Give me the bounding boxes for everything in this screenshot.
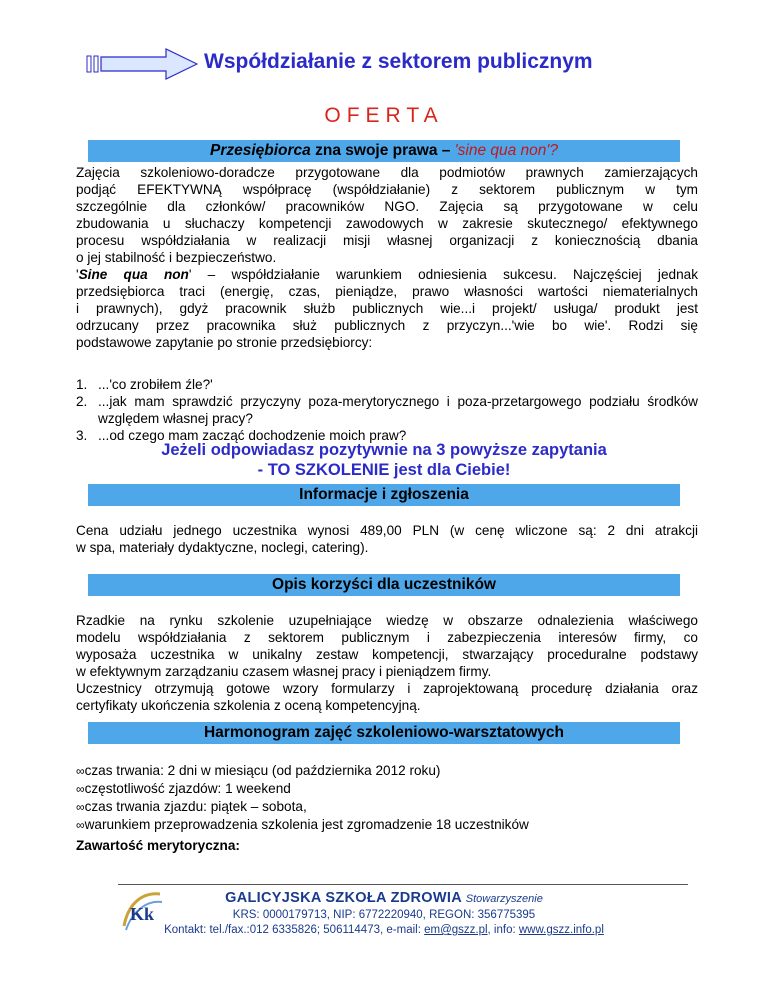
text-line: przedsiębiorca traci (energię, czas, pieniądze, prawo własności wartości niematerialnych xyxy=(76,284,698,299)
text-line: certyfikaty ukończenia szkolenia z oceną kompetencyjną. xyxy=(76,698,421,713)
contact-text: Kontakt: tel./fax.:012 6335826; 506114473, e-mail: xyxy=(164,924,425,936)
contact-text: , info: xyxy=(487,924,519,936)
list-item xyxy=(76,393,698,427)
item-text: ...'co zrobiłem źle?' xyxy=(98,377,213,392)
band-text-part3: 'sine qua non'? xyxy=(454,142,558,159)
item-number: 1. xyxy=(76,377,88,392)
text-line: wyposaża uczestnika w unikalny zestaw kompetencji, stwarzający proceduralne podstawy xyxy=(76,647,698,662)
footer-divider xyxy=(118,884,688,885)
schedule-list xyxy=(76,762,529,834)
content-heading: Zawartość merytoryczna: xyxy=(76,838,240,853)
footer-organization xyxy=(0,890,768,906)
infinity-bullet-icon: ∞ xyxy=(76,818,85,832)
footer-registry: KRS: 0000179713, NIP: 6772220940, REGON: 356775395 xyxy=(232,909,536,921)
infinity-bullet-icon: ∞ xyxy=(76,782,85,796)
section-band-info: Informacje i zgłoszenia xyxy=(88,484,680,506)
text-line: w spa, materiały dydaktyczne, noclegi, catering). xyxy=(76,540,369,555)
text-line: Cena udziału jednego uczestnika wynosi 489,00 PLN (w cenę wliczone są: 2 dni atrakcji xyxy=(76,523,698,538)
item-number: 3. xyxy=(76,428,88,443)
text-line: podstawowe zapytanie po stronie przedsiębiorcy: xyxy=(76,335,373,350)
band-text-part1: Przesiębiorca xyxy=(210,142,311,159)
list-item xyxy=(76,780,529,798)
text-line: o jej stabilność i bezpieczeństwo. xyxy=(76,250,277,265)
infinity-bullet-icon: ∞ xyxy=(76,800,85,814)
text-line: zbudowania u słuchaczy kompetencji zawodowych w zakresie skutecznego/ efektywnego xyxy=(76,216,698,231)
text-line: modelu współdziałania z sektorem publicznym i zabezpieczenia interesów firmy, co xyxy=(76,630,698,645)
item-number: 2. xyxy=(76,394,88,409)
organization-name: GALICYJSKA SZKOŁA ZDROWIA xyxy=(225,890,462,906)
band-text-part2: zna swoje prawa – xyxy=(310,142,455,159)
item-text: warunkiem przeprowadzenia szkolenia jest zgromadzenie 18 uczestników xyxy=(84,817,529,832)
text-line: i prawnych), gdyż pracownik służb publicznych wie...i projekt/ usługa/ produkt jest xyxy=(76,301,698,316)
text-line: szczególnie dla członków/ pracowników NGO. Zajęcia są przygotowane w celu xyxy=(76,199,698,214)
page-title: Współdziałanie z sektorem publicznym xyxy=(204,50,593,73)
item-text: częstotliwość zjazdów: 1 weekend xyxy=(84,781,291,796)
website-link[interactable]: www.gszz.info.pl xyxy=(518,924,604,936)
list-item xyxy=(76,798,529,816)
benefits-paragraph xyxy=(76,612,698,714)
section-band-schedule: Harmonogram zajęć szkoleniowo-warsztatowych xyxy=(88,722,680,744)
price-paragraph xyxy=(76,522,698,556)
item-text: czas trwania zjazdu: piątek – sobota, xyxy=(84,799,307,814)
text-line: procesu współdziałania w realizacji misji własnej organizacji z koniecznością dbania xyxy=(76,233,698,248)
sine-qua-non-term: Sine qua non xyxy=(78,267,189,282)
arrow-icon xyxy=(86,48,198,80)
item-text: czas trwania: 2 dni w miesiącu (od października 2012 roku) xyxy=(84,763,441,778)
offer-heading: OFERTA xyxy=(324,104,444,127)
text-line: Rzadkie na rynku szkolenie uzupełniające wiedzę w obszarze odnalezienia właściwego xyxy=(76,613,698,628)
email-link[interactable]: em@gszz.pl xyxy=(424,924,488,936)
intro-paragraph xyxy=(76,164,698,351)
infinity-bullet-icon: ∞ xyxy=(76,764,85,778)
text-line: Uczestnicy otrzymują gotowe wzory formularzy i zaprojektowaną procedurę działania oraz xyxy=(76,681,698,696)
list-item xyxy=(76,376,698,393)
question-list xyxy=(76,376,698,444)
cta-line: Jeżeli odpowiadasz pozytywnie na 3 powyższe zapytania xyxy=(161,441,607,459)
text-line: podjąć EFEKTYWNĄ współpracę (współdziałanie) z sektorem publicznym w tym xyxy=(76,182,698,197)
footer-contact xyxy=(0,924,768,936)
text-line: odrzucany przez pracownika służ publicznych z przyczyn...'wie bo wie'. Rodzi się xyxy=(76,318,698,333)
call-to-action xyxy=(0,440,768,480)
section-band-benefits: Opis korzyści dla uczestników xyxy=(88,574,680,596)
item-text: ...jak mam sprawdzić przyczyny poza-merytorycznego i poza-przetargowego podziału środków względem własnej pracy? xyxy=(98,394,698,426)
organization-type: Stowarzyszenie xyxy=(465,893,543,905)
cta-line: - TO SZKOLENIE jest dla Ciebie! xyxy=(257,461,511,479)
text-line: w efektywnym zarządzaniu czasem własnej pracy i pieniądzem firmy. xyxy=(76,664,492,679)
quote-mark: ' xyxy=(76,267,79,282)
logo-letters: Kk xyxy=(129,904,155,924)
section-band-rights xyxy=(88,140,680,162)
list-item xyxy=(76,762,529,780)
list-item xyxy=(76,816,529,834)
item-text: ...od czego mam zacząć dochodzenie moich praw? xyxy=(98,428,407,443)
text-line: Zajęcia szkoleniowo-doradcze przygotowane dla podmiotów prawnych zamierzających xyxy=(76,165,698,180)
text-line xyxy=(76,266,698,283)
text-fragment: ' – współdziałanie warunkiem odniesienia sukcesu. Najczęściej jednak xyxy=(188,267,698,282)
